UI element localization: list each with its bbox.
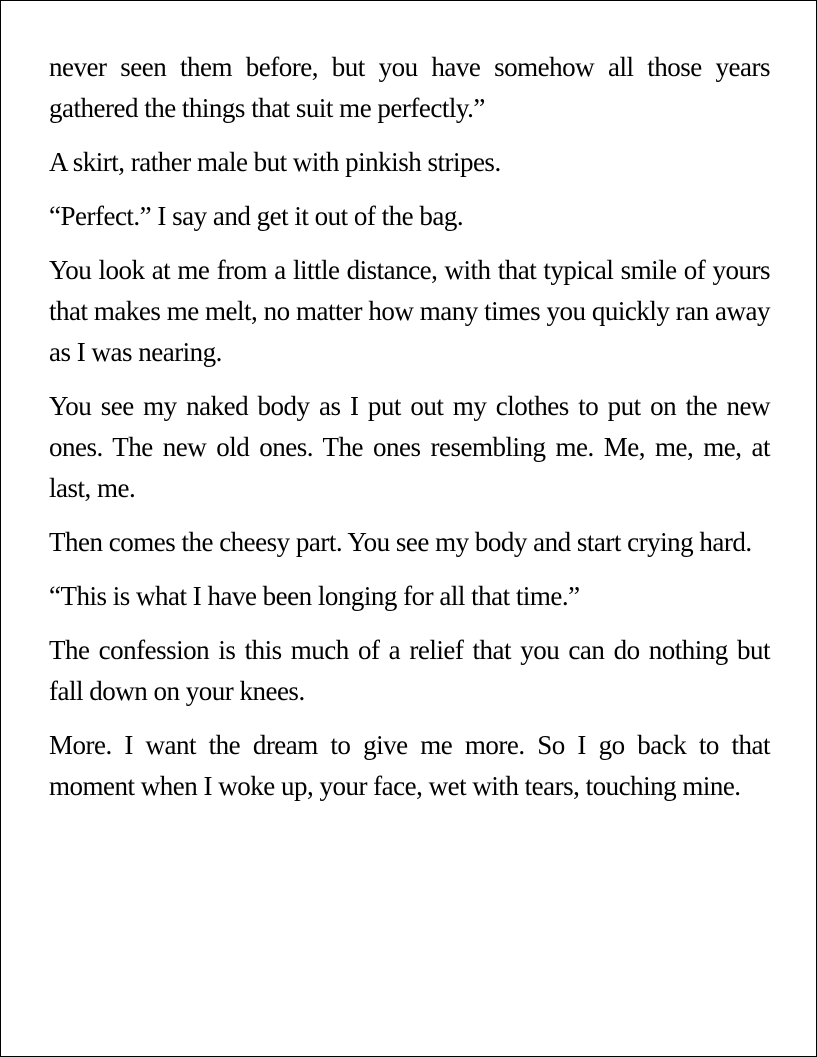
paragraph: You look at me from a little distance, with that typical smile of yours that makes me melt, no matter how many times you quickly ran away as I was nearing. bbox=[49, 255, 770, 367]
paragraph: You see my naked body as I put out my clothes to put on the new ones. The new old ones. The ones resembling me. Me, me, me, at last, me. bbox=[49, 391, 770, 503]
paragraph: A skirt, rather male but with pinkish stripes. bbox=[49, 147, 501, 177]
paragraph: never seen them before, but you have somehow all those years gathered the things that suit me perfectly.” bbox=[49, 52, 770, 123]
paragraph: Then comes the cheesy part. You see my body and start crying hard. bbox=[49, 527, 752, 557]
paragraph: More. I want the dream to give me more. So I go back to that moment when I woke up, your face, wet with tears, touching mine. bbox=[49, 730, 770, 801]
paragraph: “Perfect.” I say and get it out of the bag. bbox=[49, 201, 464, 231]
text-body bbox=[49, 47, 770, 820]
paragraph: The confession is this much of a relief that you can do nothing but fall down on your knees. bbox=[49, 635, 770, 706]
paragraph: “This is what I have been longing for all that time.” bbox=[49, 581, 580, 611]
